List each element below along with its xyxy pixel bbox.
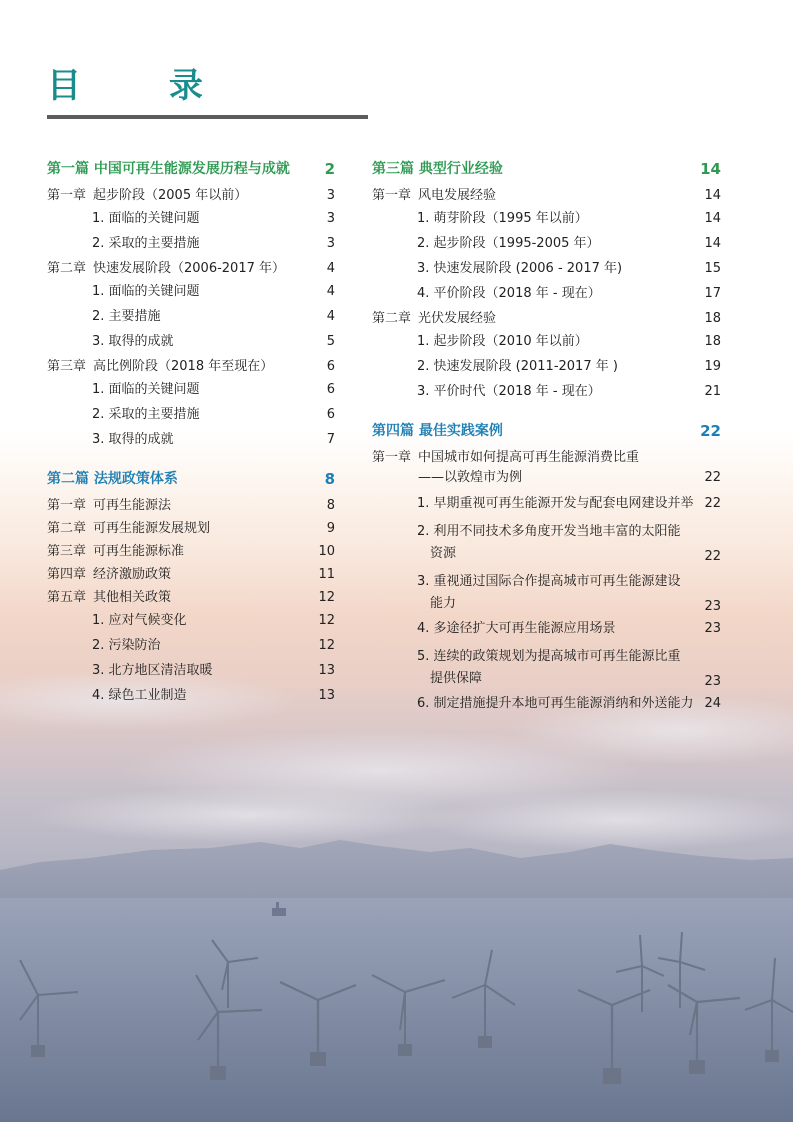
toc-section-title xyxy=(92,236,311,252)
toc-part[interactable] xyxy=(47,160,335,178)
section-title: 6. 制定措施提升本地可再生能源消纳和外送能力 xyxy=(417,696,694,711)
toc-section[interactable] xyxy=(47,663,335,679)
section-title: 2. 利用不同技术多角度开发当地丰富的太阳能 xyxy=(417,524,681,539)
page-number: 7 xyxy=(326,432,335,447)
toc-section-title xyxy=(92,211,311,227)
chapter-title: 起步阶段（2005 年以前） xyxy=(93,188,248,203)
chapter-title: 风电发展经验 xyxy=(418,188,497,203)
section-title: 1. 面临的关键问题 xyxy=(92,382,200,397)
chapter-label: 第三章 xyxy=(47,359,87,374)
page-number: 15 xyxy=(704,261,721,276)
section-title: 1. 早期重视可再生能源开发与配套电网建设并举 xyxy=(417,496,694,511)
toc-chapter-title xyxy=(372,311,697,327)
toc-chapter[interactable] xyxy=(372,450,721,486)
section-title: 1. 起步阶段（2010 年以前） xyxy=(417,334,588,349)
page-number: 6 xyxy=(326,382,335,397)
page-number: 9 xyxy=(326,521,335,536)
toc-chapter-title xyxy=(47,544,311,560)
toc-section[interactable] xyxy=(47,284,335,300)
toc-section[interactable] xyxy=(372,646,721,690)
title-underline xyxy=(47,115,368,119)
chapter-title: 高比例阶段（2018 年至现在） xyxy=(93,359,274,374)
section-title: 3. 取得的成就 xyxy=(92,334,174,349)
toc-chapter[interactable] xyxy=(372,311,721,327)
page-number: 3 xyxy=(326,188,335,203)
toc-section[interactable] xyxy=(372,286,721,302)
toc-section-title xyxy=(92,284,311,300)
toc-right-column xyxy=(372,160,721,721)
section-title: 1. 应对气候变化 xyxy=(92,613,187,628)
toc-section-title xyxy=(417,211,697,227)
page-number: 24 xyxy=(704,696,721,711)
part-label: 第二篇 xyxy=(47,471,89,487)
toc-part[interactable] xyxy=(372,422,721,440)
toc-section-title xyxy=(92,309,311,325)
chapter-label: 第一章 xyxy=(47,188,87,203)
section-title: 1. 面临的关键问题 xyxy=(92,211,200,226)
toc-part-title xyxy=(47,160,311,178)
page-number: 4 xyxy=(326,284,335,299)
chapter-label: 第二章 xyxy=(47,261,87,276)
page-number: 13 xyxy=(318,663,335,678)
section-title: 1. 面临的关键问题 xyxy=(92,284,200,299)
toc-section-title xyxy=(417,621,697,637)
section-title: 4. 绿色工业制造 xyxy=(92,688,187,703)
toc-section-title xyxy=(417,384,697,400)
toc-section-title xyxy=(417,334,697,350)
toc-section[interactable] xyxy=(372,571,721,615)
page-number: 17 xyxy=(704,286,721,301)
chapter-label: 第一章 xyxy=(372,188,412,203)
section-title: 2. 污染防治 xyxy=(92,638,161,653)
toc-chapter[interactable] xyxy=(47,498,335,514)
page-number: 8 xyxy=(324,470,335,488)
toc-part-title xyxy=(372,160,697,178)
toc-section[interactable] xyxy=(47,407,335,423)
toc-section-title xyxy=(92,432,311,448)
toc-chapter[interactable] xyxy=(47,521,335,537)
section-title-cont: 提供保障 xyxy=(430,671,483,686)
page-number: 2 xyxy=(324,160,335,178)
toc-chapter-title xyxy=(47,188,311,204)
toc-section[interactable] xyxy=(47,211,335,227)
section-title: 5. 连续的政策规划为提高城市可再生能源比重 xyxy=(417,649,681,664)
toc-section[interactable] xyxy=(47,334,335,350)
toc-section-title xyxy=(92,382,311,398)
chapter-label: 第四章 xyxy=(47,567,87,582)
page-number: 22 xyxy=(700,422,721,440)
chapter-title: 经济激励政策 xyxy=(93,567,172,582)
section-title: 3. 快速发展阶段 (2006 - 2017 年) xyxy=(417,261,623,276)
toc-section-title xyxy=(92,407,311,423)
chapter-label: 第三章 xyxy=(47,544,87,559)
toc-part[interactable] xyxy=(372,160,721,178)
toc-section-title xyxy=(417,496,697,512)
page-number: 8 xyxy=(326,498,335,513)
page-number: 6 xyxy=(326,407,335,422)
chapter-title: 中国城市如何提高可再生能源消费比重 xyxy=(418,450,640,465)
page-number: 14 xyxy=(704,211,721,226)
toc-chapter[interactable] xyxy=(47,544,335,560)
part-title: 中国可再生能源发展历程与成就 xyxy=(93,161,290,177)
toc-section-title xyxy=(417,696,697,712)
section-title: 3. 北方地区清洁取暖 xyxy=(92,663,213,678)
part-title: 法规政策体系 xyxy=(93,471,178,487)
toc-part[interactable] xyxy=(47,470,335,488)
toc-section[interactable] xyxy=(47,236,335,252)
toc-section-title xyxy=(92,613,311,629)
distant-mountains xyxy=(0,840,793,900)
page-number: 22 xyxy=(704,496,721,511)
toc-chapter[interactable] xyxy=(47,590,335,606)
part-title: 典型行业经验 xyxy=(418,161,503,177)
page-number: 4 xyxy=(326,261,335,276)
toc-section[interactable] xyxy=(47,432,335,448)
toc-section-title xyxy=(417,286,697,302)
section-title: 1. 萌芽阶段（1995 年以前） xyxy=(417,211,588,226)
page-number: 13 xyxy=(318,688,335,703)
toc-chapter-title xyxy=(47,498,311,514)
page-number: 14 xyxy=(704,236,721,251)
toc-chapter-title xyxy=(47,590,311,606)
toc-section-title xyxy=(417,646,697,690)
toc-chapter[interactable] xyxy=(47,359,335,375)
toc-section-title xyxy=(417,236,697,252)
toc-left-column xyxy=(47,160,335,713)
toc-section[interactable] xyxy=(47,382,335,398)
toc-section-title xyxy=(92,334,311,350)
page-number: 18 xyxy=(704,334,721,349)
part-label: 第三篇 xyxy=(372,161,414,177)
page-number: 23 xyxy=(704,621,721,636)
page-number: 10 xyxy=(318,544,335,559)
page-number: 23 xyxy=(704,674,721,689)
part-label: 第一篇 xyxy=(47,161,89,177)
toc-section[interactable] xyxy=(372,334,721,350)
toc-section-title xyxy=(417,571,697,615)
chapter-title: 快速发展阶段（2006-2017 年） xyxy=(93,261,285,276)
toc-section-title xyxy=(92,638,311,654)
page-number: 23 xyxy=(704,599,721,614)
toc-section-title xyxy=(417,261,697,277)
chapter-title: 光伏发展经验 xyxy=(418,311,497,326)
page-number: 5 xyxy=(326,334,335,349)
toc-section[interactable] xyxy=(372,261,721,277)
toc-chapter[interactable] xyxy=(47,188,335,204)
toc-section-title xyxy=(92,663,311,679)
toc-section[interactable] xyxy=(47,688,335,704)
page-number: 19 xyxy=(704,359,721,374)
toc-chapter-title xyxy=(47,261,311,277)
part-title: 最佳实践案例 xyxy=(418,423,503,439)
toc-chapter[interactable] xyxy=(47,567,335,583)
toc-section[interactable] xyxy=(372,696,721,712)
section-title: 4. 多途径扩大可再生能源应用场景 xyxy=(417,621,616,636)
section-title: 2. 主要措施 xyxy=(92,309,161,324)
section-title: 3. 平价时代（2018 年 - 现在） xyxy=(417,384,601,399)
page-number: 6 xyxy=(326,359,335,374)
toc-part-title xyxy=(372,422,697,440)
part-label: 第四篇 xyxy=(372,423,414,439)
section-title: 4. 平价阶段（2018 年 - 现在） xyxy=(417,286,601,301)
toc-section[interactable] xyxy=(47,309,335,325)
toc-section[interactable] xyxy=(372,211,721,227)
page-number: 12 xyxy=(318,638,335,653)
toc-chapter-title xyxy=(372,450,697,486)
toc-section[interactable] xyxy=(372,521,721,565)
toc-chapter-title xyxy=(47,359,311,375)
chapter-label: 第一章 xyxy=(372,450,412,465)
chapter-label: 第一章 xyxy=(47,498,87,513)
page-number: 14 xyxy=(700,160,721,178)
toc-section[interactable] xyxy=(372,236,721,252)
section-title: 2. 采取的主要措施 xyxy=(92,407,200,422)
chapter-title: 其他相关政策 xyxy=(93,590,172,605)
section-title-cont: 能力 xyxy=(430,596,457,611)
page-number: 3 xyxy=(326,236,335,251)
page-number: 3 xyxy=(326,211,335,226)
sea xyxy=(0,898,793,1122)
toc-chapter[interactable] xyxy=(47,261,335,277)
section-title: 2. 起步阶段（1995-2005 年） xyxy=(417,236,600,251)
section-title: 2. 采取的主要措施 xyxy=(92,236,200,251)
toc-section[interactable] xyxy=(372,359,721,375)
toc-chapter[interactable] xyxy=(372,188,721,204)
section-title-cont: 资源 xyxy=(430,546,457,561)
chapter-label: 第二章 xyxy=(372,311,412,326)
page-number: 11 xyxy=(318,567,335,582)
toc-part-title xyxy=(47,470,311,488)
section-title: 3. 重视通过国际合作提高城市可再生能源建设 xyxy=(417,574,681,589)
toc-section-title xyxy=(417,359,697,375)
toc-chapter-title xyxy=(47,567,311,583)
chapter-title: 可再生能源发展规划 xyxy=(93,521,211,536)
toc-section-title xyxy=(417,521,697,565)
page-number: 18 xyxy=(704,311,721,326)
chapter-title: 可再生能源标准 xyxy=(93,544,185,559)
toc-section[interactable] xyxy=(47,613,335,629)
chapter-title: 可再生能源法 xyxy=(93,498,172,513)
page-number: 22 xyxy=(704,470,721,485)
toc-section[interactable] xyxy=(372,496,721,512)
chapter-label: 第二章 xyxy=(47,521,87,536)
toc-section[interactable] xyxy=(47,638,335,654)
toc-section[interactable] xyxy=(372,384,721,400)
toc-section-title xyxy=(92,688,311,704)
page-number: 14 xyxy=(704,188,721,203)
page-number: 12 xyxy=(318,613,335,628)
section-title: 2. 快速发展阶段 (2011-2017 年 ) xyxy=(417,359,618,374)
toc-chapter-title xyxy=(47,521,311,537)
chapter-subtitle: ——以敦煌市为例 xyxy=(418,470,523,485)
page-number: 22 xyxy=(704,549,721,564)
toc-chapter-title xyxy=(372,188,697,204)
toc-section[interactable] xyxy=(372,621,721,637)
page-title: 目 录 xyxy=(47,66,241,106)
chapter-label: 第五章 xyxy=(47,590,87,605)
page-number: 12 xyxy=(318,590,335,605)
section-title: 3. 取得的成就 xyxy=(92,432,174,447)
page-number: 4 xyxy=(326,309,335,324)
page-number: 21 xyxy=(704,384,721,399)
